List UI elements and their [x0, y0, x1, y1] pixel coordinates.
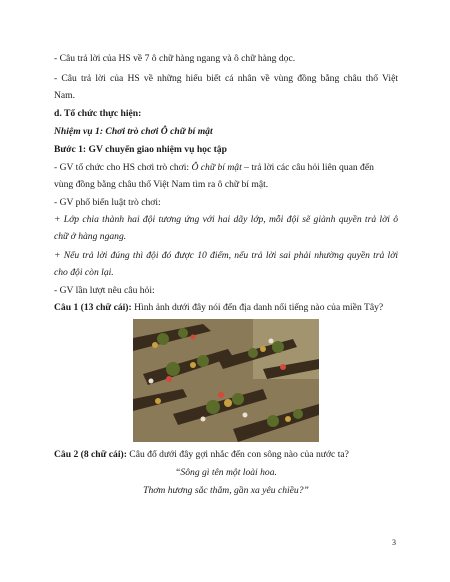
answer-line-1: - Câu trả lời của HS về 7 ô chữ hàng ngang và ô chữ hàng dọc. — [54, 53, 296, 64]
organize-line-cont: vùng đồng bằng châu thổ Việt Nam tìm ra ô chữ bí mật. — [54, 179, 269, 190]
task-heading: Nhiệm vụ 1: Chơi trò chơi Ô chữ bí mật — [54, 126, 213, 137]
answer-line-2-cont: Nam. — [54, 90, 76, 101]
rule-1: + Lớp chia thành hai đội tương ứng với hai dãy lớp, mỗi đội sẽ giành quyền trả lời ô — [54, 214, 398, 225]
questions-intro: - GV lần lượt nêu câu hỏi: — [54, 285, 155, 296]
riddle-line-2: Thơm hương sắc thắm, gần xa yêu chiều?” — [143, 485, 309, 496]
organize-text: - GV tổ chức cho HS chơi trò chơi: — [54, 162, 192, 173]
riddle-line-1: “Sông gì tên một loài hoa. — [175, 467, 277, 478]
question-2-text: Câu đố dưới đây gợi nhắc đến con sông nào của nước ta? — [126, 449, 349, 460]
answer-line-2: - Câu trả lời của HS về những hiểu biết cá nhân về vùng đồng bằng châu thổ Việt — [54, 73, 398, 84]
game-name: Ô chữ bí mật — [191, 162, 242, 173]
page-number: 3 — [392, 538, 396, 547]
question-2-label: Câu 2 (8 chữ cái): — [54, 449, 127, 460]
organize-line — [54, 162, 398, 174]
rules-intro: - GV phổ biến luật trò chơi: — [54, 197, 161, 208]
question-1 — [54, 302, 398, 314]
step-heading: Bước 1: GV chuyển giao nhiệm vụ học tập — [54, 144, 227, 155]
rule-2: + Nếu trả lời đúng thì đội đó được 10 điểm, nếu trả lời sai phải nhường quyền trả lời — [54, 250, 398, 261]
rule-1-cont: chữ ở hàng ngang. — [54, 231, 127, 242]
floating-market-photo — [133, 319, 319, 442]
rule-2-cont: cho đội còn lại. — [54, 267, 114, 278]
question-1-label: Câu 1 (13 chữ cái): — [54, 302, 132, 313]
question-1-text: Hình ảnh dưới đây nói đến địa danh nổi tiếng nào của miền Tây? — [131, 302, 384, 313]
question-2 — [54, 449, 398, 461]
floating-market-illustration — [133, 319, 319, 442]
section-heading: d. Tổ chức thực hiện: — [54, 108, 142, 119]
organize-text-cont: – trả lời các câu hỏi liên quan đến — [241, 162, 374, 173]
